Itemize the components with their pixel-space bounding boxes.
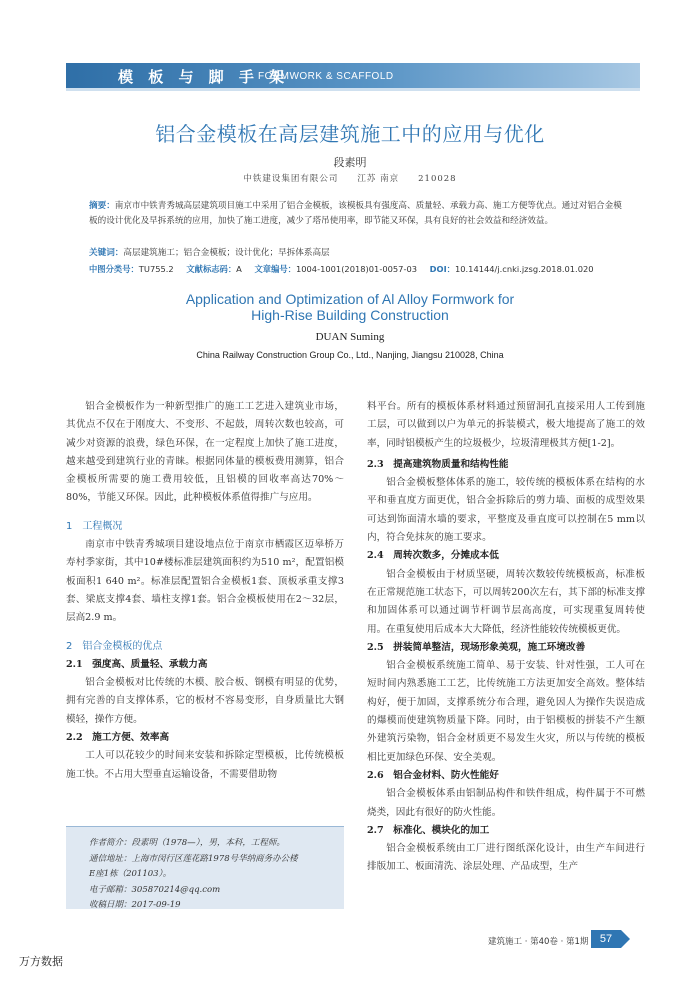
abstract-text: 南京市中铁青秀城高层建筑项目施工中采用了铝合金模板，该模板具有强度高、质量轻、承载力高、施工方便等优点。通过对铝合金模板的设计优化及早拆系统的应用，加快了施工进度，减少了塔吊使用率，即节能又环保，具有良好的社会效益和经济效益。 [89, 201, 622, 227]
abstract [89, 199, 627, 229]
page-arrow-icon [621, 930, 630, 948]
keywords [89, 246, 627, 261]
heading-2: 2 铝合金模板的优点 [66, 640, 163, 652]
heading-2-6: 2.6 铝合金材料、防火性能好 [367, 769, 499, 781]
author-address-cont: E座1栋（201103）。 [89, 869, 172, 879]
author-cn: 段素明 [333, 156, 367, 169]
paragraph-2-6: 铝合金模板体系由铝制品构件和铁件组成，构件属于不可燃烧类，因此有很好的防火性能。 [367, 788, 645, 818]
heading-2-5: 2.5 拼装简单整洁，现场形象美观，施工环境改善 [367, 641, 586, 653]
keywords-text: 高层建筑施工；铝合金模板；设计优化；早拆体系高层 [123, 248, 330, 258]
abstract-label: 摘要： [89, 201, 115, 211]
heading-2-4: 2.4 周转次数多，分摊成本低 [367, 550, 499, 562]
heading-1: 1 工程概况 [66, 520, 123, 532]
title-en-line2: High-Rise Building Construction [251, 307, 449, 323]
articleno-value: 1004-1001(2018)01-0057-03 [295, 264, 417, 274]
paragraph-2-4: 铝合金模板由于材质坚硬，周转次数较传统模板高，标准板在正常规范施工状态下，可以周转200次左右，其下部的标准支撑和加固体系可以通过调节杆调节层高高度，可实现重复周转使用。在重复使用后成本大大降低，经济性能较传统模板更优。 [367, 568, 645, 635]
doi-value: 10.14144/j.cnki.jzsg.2018.01.020 [454, 264, 594, 274]
heading-2-1: 2.1 强度高、质量轻、承载力高 [66, 658, 208, 670]
paragraph-1: 南京市中铁青秀城项目建设地点位于南京市栖霞区迈皋桥万寿村季家街，其中10#楼标准层建筑面积约为510 m²，配置铝模板面积1 640 m²。标准层配置铝合金模板1套、顶板承重支撑3套、梁底支撑4套、墙柱支撑1套。铝合金模板使用在2～32层，层高2.9 m。 [66, 539, 344, 624]
received-date: 收稿日期：2017-09-19 [89, 900, 181, 910]
title-en-line1: Application and Optimization of Al Alloy Formwork for [185, 291, 515, 307]
doi-label: DOI： [429, 264, 455, 274]
doccode-value: A [236, 264, 242, 274]
paragraph-2-2: 工人可以花较少的时间来安装和拆除定型模板，比传统模板施工快。不占用大型垂直运输设备，不需要借助物 [66, 750, 344, 780]
clc-label: 中图分类号： [89, 264, 139, 274]
article-title-cn: 铝合金模板在高层建筑施工中的应用与优化 [155, 122, 545, 146]
paragraph-2-5: 铝合金模板系统施工简单、易于安装、针对性强，工人可在短时间内熟悉施工工艺，比传统施工方法更加安全高效。整体结构好，便于加固，支撑系统分布合理，避免因人为操作失误造成的爆模而使建筑物质量下降。同时，由于铝模板的拼装不产生额外建筑污染物，铝合金材质更不易发生火灾，所以与传统的模板相比更加绿色环保、安全美观。 [367, 660, 645, 763]
author-en: DUAN Suming [315, 331, 385, 343]
watermark: 万方数据 [19, 955, 63, 968]
heading-2-7: 2.7 标准化、模块化的加工 [367, 824, 490, 836]
heading-2-2: 2.2 施工方便、效率高 [66, 732, 170, 744]
paragraph-2-3: 铝合金模板整体体系的施工，较传统的模板体系在结构的水平和垂直度方面更优，铝合金拆除后的剪力墙、面板的成型效果可达到饰面清水墙的要求，平整度及垂直度可以控制在5 mm以内，符合免抹灰的施工要求。 [367, 477, 645, 544]
section-title-en: FORMWORK & SCAFFOLD [258, 71, 394, 82]
paragraph-2-7: 铝合金模板系统由工厂进行图纸深化设计，由生产车间进行排版加工、板面清洗、涂层处理、产品成型，生产 [367, 843, 645, 873]
clc-value: TU755.2 [138, 264, 174, 274]
body-column-left [66, 398, 344, 784]
keywords-label: 关键词： [89, 248, 124, 258]
heading-2-3: 2.3 提高建筑物质量和结构性能 [367, 458, 509, 470]
affiliation-en: China Railway Construction Group Co., Ltd., Nanjing, Jiangsu 210028, China [196, 350, 504, 360]
author-bio: 作者简介：段素明（1978—），男，本科，工程师。 [89, 838, 285, 848]
doccode-label: 文献标志码： [186, 264, 237, 274]
classification-line [89, 262, 627, 277]
intro-paragraph: 铝合金模板作为一种新型推广的施工工艺进入建筑业市场，其优点不仅在于刚度大、不变形、不起鼓，周转次数也较高，可减少对资源的浪费，绿色环保，在一定程度上加快了施工进度，越来越受到建筑行业的青睐。根据同体量的模板费用测算，铝合金模板所需要的施工费用较低，且铝模的回收率高达70%～80%，节能又环保。因此，此种模板体系值得推广与应用。 [66, 401, 344, 504]
author-email: 电子邮箱：305870214@qq.com [89, 884, 221, 895]
paragraph-continued: 料平台。所有的模板体系材料通过预留洞孔直接采用人工传到施工层，可以做到以户为单元的拆装模式，极大地提高了施工的效率，同时铝模板产生的垃圾极少，垃圾清理极其方便[1-2]。 [367, 401, 645, 449]
paragraph-2-1: 铝合金模板对比传统的木模、胶合板、钢模有明显的优势，拥有完善的自支撑体系，它的板材不容易变形，自身质量比大钢模轻，操作方便。 [66, 677, 344, 725]
page-number: 57 [591, 930, 621, 948]
affiliation-cn: 中铁建设集团有限公司 江苏 南京 210028 [243, 174, 457, 184]
banner-stripe [66, 88, 640, 91]
author-note-box [66, 826, 344, 909]
articleno-label: 文章编号： [254, 264, 296, 274]
body-column-right [367, 398, 645, 877]
article-title-en [0, 291, 700, 323]
author-address: 通信地址：上海市闵行区莲花路1978号华纳商务办公楼 [89, 853, 298, 864]
journal-info: 建筑施工 · 第40卷 · 第1期 [488, 937, 589, 947]
section-title-cn: 模 板 与 脚 手 架 [118, 68, 290, 86]
